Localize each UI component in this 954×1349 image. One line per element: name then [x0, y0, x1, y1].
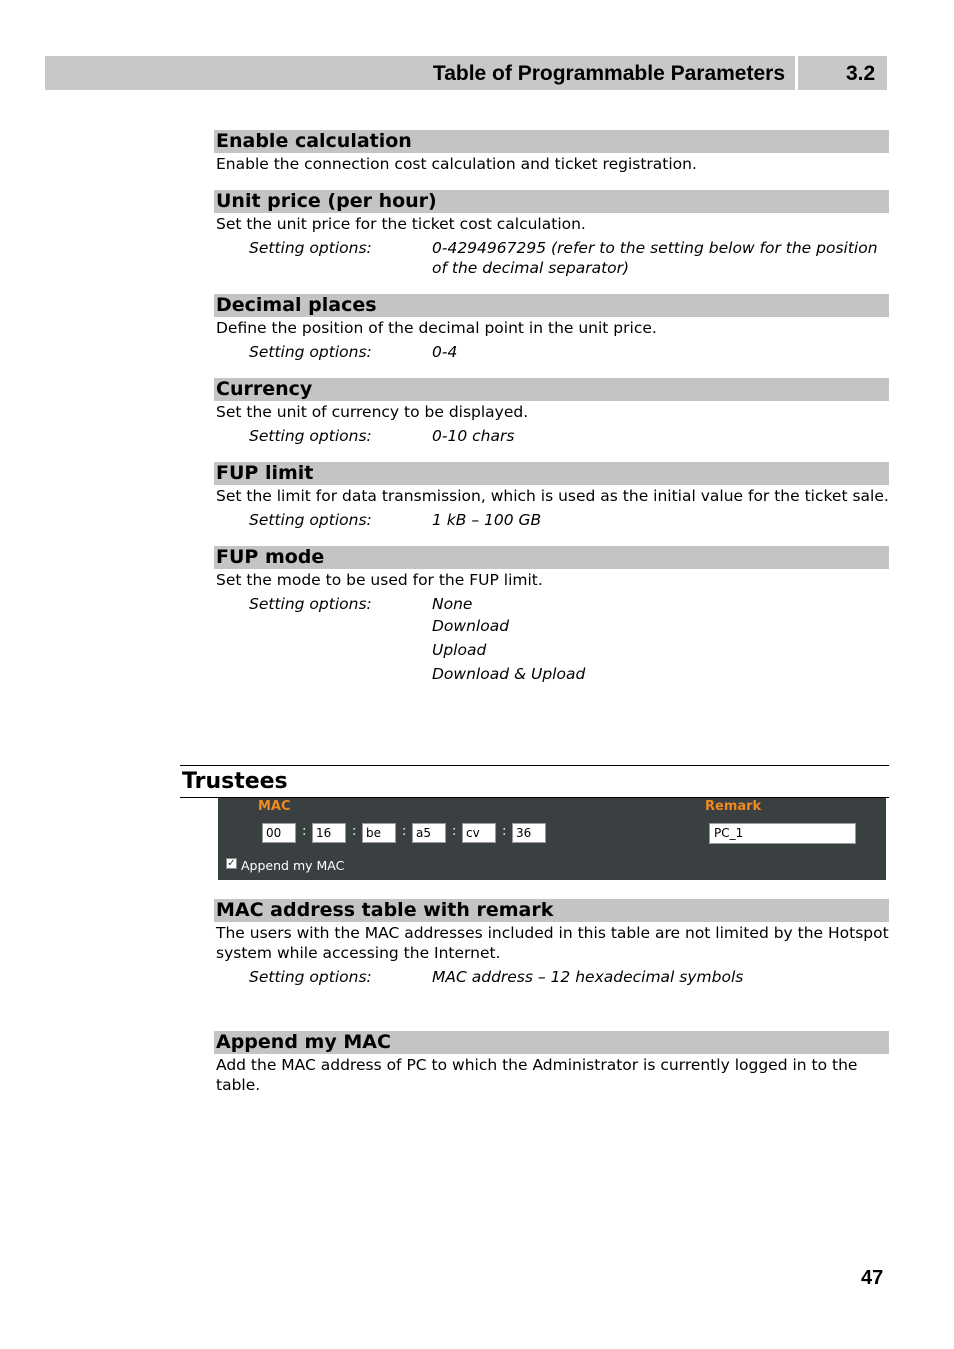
mac-separator: :	[302, 824, 307, 839]
section-append-my-mac	[214, 1031, 889, 1095]
options-label: Setting options:	[249, 595, 372, 613]
option-value: Download	[432, 617, 510, 635]
options-label: Setting options:	[249, 427, 372, 445]
option-value: Download & Upload	[432, 665, 586, 683]
section-title: Append my MAC	[214, 1031, 889, 1054]
page-number: 47	[861, 1267, 884, 1289]
setting-options	[214, 967, 889, 987]
section-fup-mode	[214, 546, 889, 686]
options-label: Setting options:	[249, 239, 372, 257]
setting-options	[214, 342, 889, 362]
section-unit-price	[214, 190, 889, 278]
remark-column-label: Remark	[705, 799, 762, 814]
append-my-mac-checkbox[interactable]: ✓	[227, 858, 236, 869]
trustees-heading: Trustees	[182, 769, 288, 794]
section-number-box	[798, 56, 887, 90]
section-description: The users with the MAC addresses included in this table are not limited by the Hotspot system while accessing the Internet.	[216, 924, 889, 962]
option-value: MAC address – 12 hexadecimal symbols	[432, 968, 744, 986]
section-title: MAC address table with remark	[214, 899, 889, 922]
setting-options	[214, 238, 889, 278]
section-title: FUP mode	[214, 546, 889, 569]
section-mac-table	[214, 899, 889, 987]
parameters-list	[214, 130, 889, 702]
mac-separator: :	[352, 824, 357, 839]
option-value: None	[432, 595, 473, 613]
section-description: Set the unit of currency to be displayed.	[216, 403, 529, 421]
section-currency	[214, 378, 889, 446]
setting-options	[214, 510, 889, 530]
options-label: Setting options:	[249, 968, 372, 986]
mac-octet-input[interactable]: 36	[512, 823, 546, 843]
divider	[180, 765, 889, 766]
section-description: Set the limit for data transmission, which is used as the initial value for the ticket sale.	[216, 487, 889, 505]
section-description: Enable the connection cost calculation and ticket registration.	[216, 155, 697, 173]
section-number: 3.2	[846, 62, 876, 85]
option-value: 0-4294967295 (refer to the setting below for the position of the decimal separator)	[432, 239, 878, 277]
option-value: 0-4	[432, 343, 458, 361]
section-description: Set the unit price for the ticket cost calculation.	[216, 215, 586, 233]
section-title: Unit price (per hour)	[214, 190, 889, 213]
remark-input[interactable]: PC_1	[709, 823, 856, 844]
section-description: Add the MAC address of PC to which the Administrator is currently logged in to the table.	[216, 1056, 858, 1094]
section-title: FUP limit	[214, 462, 889, 485]
mac-separator: :	[452, 824, 457, 839]
section-fup-limit	[214, 462, 889, 530]
section-title: Decimal places	[214, 294, 889, 317]
append-my-mac-label: Append my MAC	[241, 858, 345, 873]
option-value: Upload	[432, 641, 487, 659]
mac-octet-input[interactable]: be	[362, 823, 396, 843]
setting-options	[214, 426, 889, 446]
section-enable-calculation	[214, 130, 889, 174]
section-title: Enable calculation	[214, 130, 889, 153]
mac-octet-input[interactable]: 16	[312, 823, 346, 843]
mac-column-label: MAC	[258, 799, 291, 814]
option-value: 1 kB – 100 GB	[432, 511, 542, 529]
trustees-screenshot-panel	[218, 798, 886, 880]
header-bar	[45, 56, 795, 90]
option-value: 0-10 chars	[432, 427, 515, 445]
trustees-parameters-list	[214, 899, 889, 1111]
mac-octet-input[interactable]: 00	[262, 823, 296, 843]
mac-separator: :	[402, 824, 407, 839]
mac-separator: :	[502, 824, 507, 839]
mac-octet-input[interactable]: cv	[462, 823, 496, 843]
setting-options	[214, 594, 889, 686]
page-title: Table of Programmable Parameters	[432, 62, 785, 85]
section-description: Define the position of the decimal point in the unit price.	[216, 319, 657, 337]
section-description: Set the mode to be used for the FUP limit.	[216, 571, 543, 589]
section-decimal-places	[214, 294, 889, 362]
section-title: Currency	[214, 378, 889, 401]
mac-octet-input[interactable]: a5	[412, 823, 446, 843]
options-label: Setting options:	[249, 511, 372, 529]
options-label: Setting options:	[249, 343, 372, 361]
